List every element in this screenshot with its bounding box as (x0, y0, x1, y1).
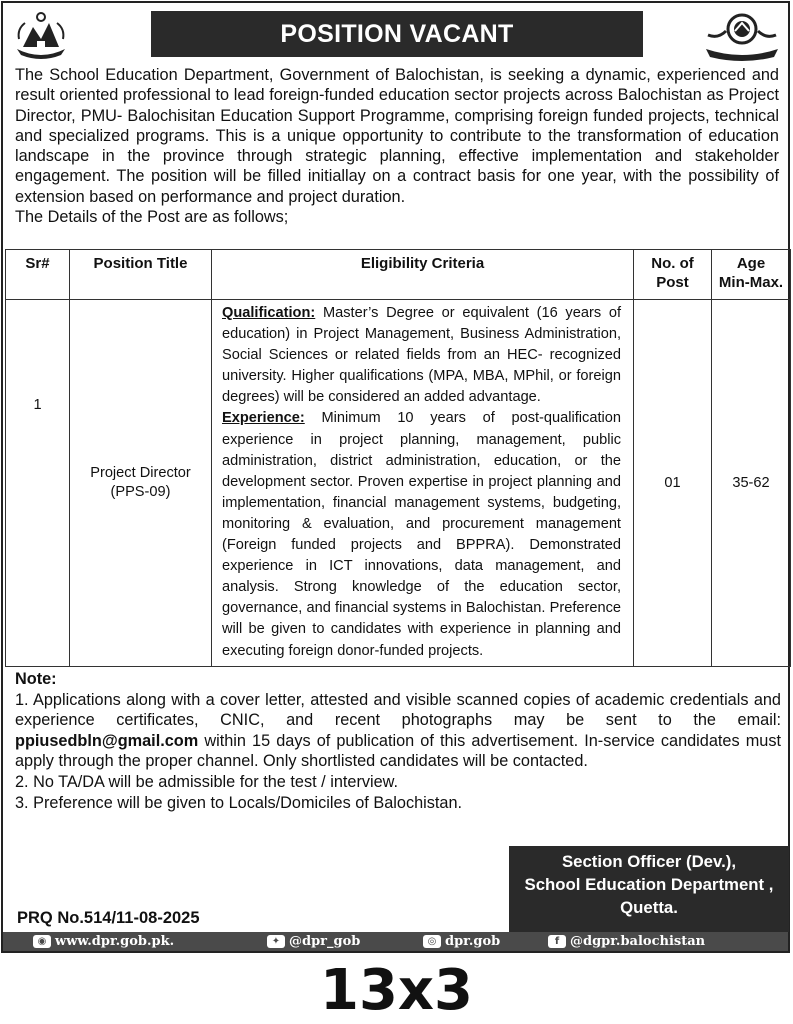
footer-instagram-text: dpr.gob (445, 934, 501, 949)
header-no-of-post-line2: Post (656, 274, 689, 291)
experience-text: Minimum 10 years of post-qualification experience in project planning, management, public administration, district administration, education, or the development sector. Proven expertise in project planning and implementation, financial management systems, budgeting, monitoring & evaluation, and procurement management (Foreign funded projects and BPPRA). Demonstrated experience in ICT innovations, data management, and analysis. Strong knowledge of the education sector, governance, and financial systems in Balochistan. Preference will be given to candidates with experience in planning and executing foreign donor-funded projects. (222, 410, 621, 659)
footer-facebook-text: @dgpr.balochistan (570, 934, 706, 949)
header-position-title: Position Title (70, 250, 212, 300)
signature-block (509, 846, 789, 932)
details-line: The Details of the Post are as follows; (15, 208, 289, 227)
signature-line3: Quetta. (620, 898, 678, 917)
header-no-of-post-line1: No. of (651, 255, 694, 272)
positions-table (5, 249, 791, 667)
globe-icon: ◉ (33, 935, 51, 948)
notes-heading: Note: (15, 670, 57, 688)
intro-text (15, 65, 779, 227)
row-age: 35-62 (712, 300, 791, 667)
notes-section (15, 669, 781, 813)
position-title-line1: Project Director (90, 465, 191, 482)
footer-facebook[interactable] (548, 932, 705, 951)
intro-paragraph: The School Education Department, Government of Balochistan, is seeking a dynamic, experienced and result oriented professional to lead foreign-funded education sector projects across Balochistan as Project Director, PMU- Balochisitan Education Support Programme, comprising foreign funded projects, technical and specialized programs. This is a unique opportunity to contribute to the transformation of education landscape in the province through strategic planning, effective implementation and stakeholder engagement. The position will be filled initiallay on a contract basis for one year, with the possibility of extension based on performance and project duration. (15, 66, 779, 206)
header-no-of-post (634, 250, 712, 300)
signature-line1: Section Officer (Dev.), (561, 852, 737, 871)
instagram-icon: ◎ (423, 935, 441, 948)
twitter-icon: ✦ (267, 935, 285, 948)
footer-website-text: www.dpr.gob.pk. (55, 934, 175, 949)
footer-social-bar (3, 932, 788, 951)
row-eligibility-criteria (212, 300, 634, 667)
header-age (712, 250, 791, 300)
signature-line2: School Education Department , (524, 875, 774, 894)
facebook-icon: f (548, 935, 566, 948)
footer-twitter-text: @dpr_gob (289, 934, 361, 949)
header-sr: Sr# (6, 250, 70, 300)
qualification-label: Qualification: (222, 305, 316, 321)
header-eligibility-criteria: Eligibility Criteria (212, 250, 634, 300)
advertisement (1, 1, 790, 953)
header-age-line2: Min-Max. (718, 274, 784, 291)
experience-label: Experience: (222, 410, 305, 427)
row-sr: 1 (6, 300, 70, 667)
qualification-text: Master’s Degree or equivalent (16 years of education) in Project Management, Business Administration, Social Sciences or related fields from an HEC- recognized university. Higher qualifications (MPA, MBA, MPhil, or foreign degrees) will be considered an added advantage. (222, 305, 621, 406)
balochistan-emblem-icon (11, 9, 71, 61)
table-header-row (6, 250, 791, 300)
note-item-3: 3. Preference will be given to Locals/Domiciles of Balochistan. (15, 793, 463, 812)
page-title: POSITION VACANT (151, 11, 643, 57)
ad-size-code: 13x3 (319, 958, 473, 1023)
footer-website[interactable] (33, 932, 174, 951)
position-title-line2: (PPS-09) (110, 483, 171, 500)
education-department-logo-icon (704, 9, 780, 61)
note-item-1-after: within 15 days of publication of this advertisement. In-service candidates must apply through the proper channel. Only shortlisted candidates will be contacted. (15, 731, 781, 771)
note-item-1-before: 1. Applications along with a cover letter, attested and visible scanned copies of academic credentials and experience certificates, CNIC, and recent photographs may be sent to the email: (15, 690, 781, 730)
prq-number: PRQ No.514/11-08-2025 (17, 909, 200, 927)
note-item-2: 2. No TA/DA will be admissible for the test / interview. (15, 772, 399, 791)
header-age-line1: Age (736, 255, 766, 272)
footer-twitter[interactable] (267, 932, 360, 951)
table-row (6, 300, 791, 667)
row-position-title (70, 300, 212, 667)
row-no-of-post: 01 (634, 300, 712, 667)
note-item-1 (15, 690, 781, 772)
application-email-link[interactable]: ppiusedbln@gmail.com (15, 731, 199, 750)
footer-instagram[interactable] (423, 932, 500, 951)
